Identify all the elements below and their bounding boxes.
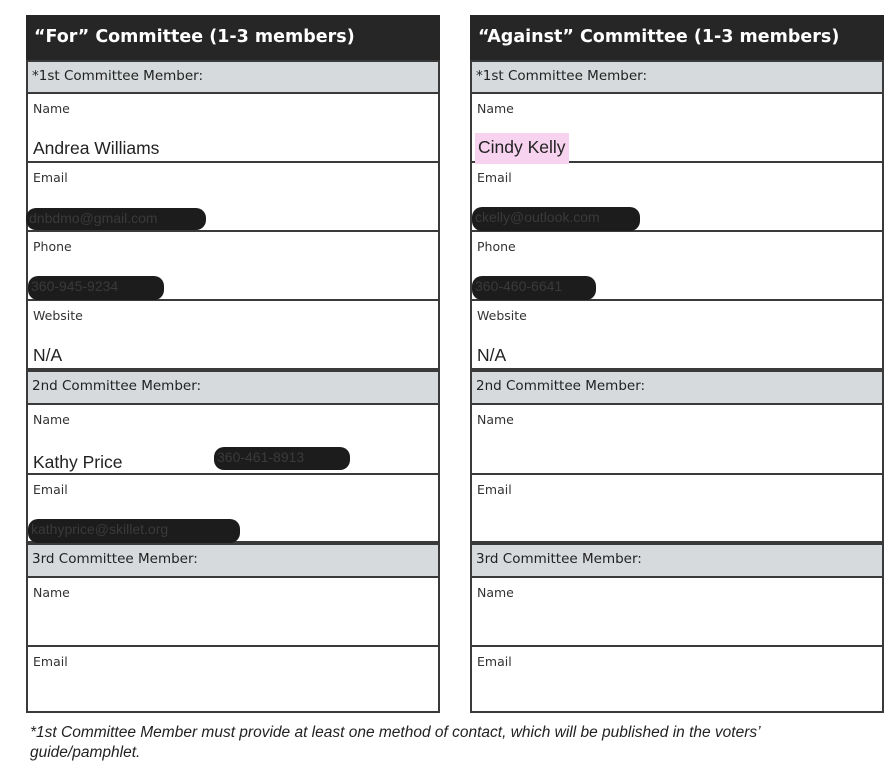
website-label: Website [33, 308, 83, 323]
for-member1-website-value: N/A [33, 345, 63, 365]
for-member1-name-field[interactable] [28, 94, 438, 163]
name-label: Name [33, 412, 70, 427]
name-label: Name [477, 101, 514, 116]
email-label: Email [33, 170, 68, 185]
email-label: Email [477, 654, 512, 669]
phone-label: Phone [33, 239, 72, 254]
email-label: Email [33, 482, 68, 497]
against-committee-panel [470, 15, 884, 713]
for-member3-email-field[interactable] [28, 647, 438, 711]
for-member1-heading: *1st Committee Member: [28, 60, 438, 94]
email-label: Email [477, 170, 512, 185]
against-member1-email-redacted: ckelly@outlook.com [472, 207, 640, 231]
against-member1-name-value: Cindy Kelly [475, 133, 569, 164]
against-member2-email-field[interactable] [472, 475, 882, 543]
website-label: Website [477, 308, 527, 323]
for-member1-name-value: Andrea Williams [33, 138, 160, 158]
name-label: Name [33, 101, 70, 116]
footnote: *1st Committee Member must provide at least one method of contact, which will be published in the voters’ guide/pamphlet. [30, 724, 760, 761]
for-member3-heading: 3rd Committee Member: [28, 543, 438, 578]
against-member3-name-field[interactable] [472, 578, 882, 647]
name-label: Name [33, 585, 70, 600]
for-committee-panel [26, 15, 440, 713]
against-member2-heading: 2nd Committee Member: [472, 370, 882, 405]
against-member1-website-field[interactable] [472, 301, 882, 370]
for-member2-phone-redacted: 360-461-8913 [214, 447, 350, 470]
against-member1-heading: *1st Committee Member: [472, 60, 882, 94]
name-label: Name [477, 412, 514, 427]
for-member1-email-field[interactable] [28, 163, 438, 232]
for-member2-heading: 2nd Committee Member: [28, 370, 438, 405]
against-member3-heading: 3rd Committee Member: [472, 543, 882, 578]
against-member1-email-field[interactable] [472, 163, 882, 232]
against-member1-phone-redacted: 360-460-6641 [472, 276, 596, 300]
for-committee-title: “For” Committee (1-3 members) [26, 15, 440, 60]
for-member1-email-redacted: dnbdmo@gmail.com [26, 208, 206, 230]
against-member1-phone-field[interactable] [472, 232, 882, 301]
name-label: Name [477, 585, 514, 600]
for-member3-name-field[interactable] [28, 578, 438, 647]
email-label: Email [33, 654, 68, 669]
for-member1-phone-redacted: 360-945-9234 [28, 276, 164, 300]
for-member1-website-field[interactable] [28, 301, 438, 370]
for-member2-name-field[interactable] [28, 405, 438, 475]
against-member1-website-value: N/A [477, 345, 507, 365]
against-member2-name-field[interactable] [472, 405, 882, 475]
for-member2-email-field[interactable] [28, 475, 438, 543]
against-committee-title: “Against” Committee (1-3 members) [470, 15, 884, 60]
against-member3-email-field[interactable] [472, 647, 882, 711]
against-member1-name-field[interactable] [472, 94, 882, 163]
for-member2-email-redacted: kathyprice@skillet.org [28, 519, 240, 543]
phone-label: Phone [477, 239, 516, 254]
for-member2-name-value: Kathy Price [33, 452, 123, 472]
for-member1-phone-field[interactable] [28, 232, 438, 301]
email-label: Email [477, 482, 512, 497]
